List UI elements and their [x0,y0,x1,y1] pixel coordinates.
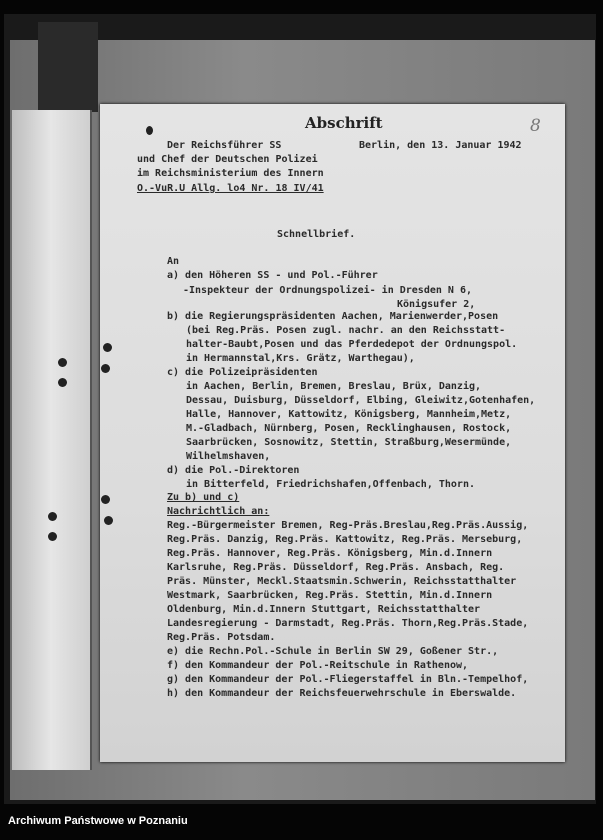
body-line: Präs. Münster, Meckl.Staatsmin.Schwerin, Reichsstatthalter [167,576,517,587]
body-line: (bei Reg.Präs. Posen zugl. nachr. an den Reichsstatt- [186,325,506,336]
binding-hole [58,358,67,367]
body-line: Westmark, Saarbrücken, Reg.Präs. Stettin, Min.d.Innern [167,590,493,601]
body-line: Zu b) und c) [167,492,240,503]
body-line: Nachrichtlich an: [167,506,270,517]
punch-hole [101,495,110,504]
binding-hole [58,378,67,387]
punch-hole [146,126,153,135]
body-line: Halle, Hannover, Kattowitz, Königsberg, Mannheim,Metz, [186,409,512,420]
body-line: An [167,256,180,267]
punch-hole [104,516,113,525]
body-line: in Hermannstal,Krs. Grätz, Warthegau), [186,353,415,364]
page-number: 8 [530,116,541,136]
binding-hole [48,532,57,541]
body-line: in Aachen, Berlin, Bremen, Breslau, Brüx, Danzig, [186,381,482,392]
binding-hole [48,512,57,521]
body-line: Oldenburg, Min.d.Innern Stuttgart, Reichsstatthalter [167,604,481,615]
body-line: h) den Kommandeur der Reichsfeuerwehrschule in Eberswalde. [167,688,517,699]
body-line: b) die Regierungspräsidenten Aachen, Marienwerder,Posen [167,311,499,322]
body-line: Reg.Präs. Potsdam. [167,632,276,643]
sender-line-3: im Reichsministerium des Innern [137,168,324,179]
body-line: Reg.-Bürgermeister Bremen, Reg-Präs.Breslau,Reg.Präs.Aussig, [167,520,529,531]
body-line: Saarbrücken, Sosnowitz, Stettin, Straßburg,Wesermünde, [186,437,512,448]
body-line: a) den Höheren SS - und Pol.-Führer [167,270,378,282]
body-line: Dessau, Duisburg, Düsseldorf, Elbing, Gleiwitz,Gotenhafen, [186,395,536,406]
body-line: g) den Kommandeur der Pol.-Fliegerstaffel in Bln.-Tempelhof, [167,674,529,685]
stamp-title: Abschrift [305,114,383,132]
body-line: Karlsruhe, Reg.Präs. Düsseldorf, Reg.Präs. Ansbach, Reg. [167,562,505,573]
punch-hole [101,364,110,373]
body-line: M.-Gladbach, Nürnberg, Posen, Recklinghausen, Rostock, [186,423,512,434]
body-line: Landesregierung - Darmstadt, Reg.Präs. Thorn,Reg.Präs.Stade, [167,618,529,629]
body-line: Reg.Präs. Danzig, Reg.Präs. Kattowitz, Reg.Präs. Merseburg, [167,534,523,545]
body-line: halter-Baubt,Posen und das Pferdedepot der Ordnungspol. [186,339,518,350]
body-line: c) die Polizeipräsidenten [167,367,318,378]
body-line: d) die Pol.-Direktoren [167,465,300,476]
body-line: f) den Kommandeur der Pol.-Reitschule in Rathenow, [167,660,469,671]
folder-strip [12,110,92,770]
reference-number: O.-VuR.U Allg. lo4 Nr. 18 IV/41 [137,183,324,194]
subject-line: Schnellbrief. [277,229,356,240]
sender-line-2: und Chef der Deutschen Polizei [137,154,318,165]
body-line: Wilhelmshaven, [186,451,271,462]
body-line: Reg.Präs. Hannover, Reg.Präs. Königsberg, Min.d.Innern [167,548,493,559]
body-line: -Inspekteur der Ordnungspolizei- in Dresden N 6, [183,284,472,296]
body-line: in Bitterfeld, Friedrichshafen,Offenbach, Thorn. [186,479,475,490]
archive-credit: Archiwum Państwowe w Poznaniu [8,815,188,827]
punch-hole [103,343,112,352]
body-line: Königsufer 2, [397,298,476,310]
letter-date: Berlin, den 13. Januar 1942 [359,140,522,151]
sender-line-1: Der Reichsführer SS [167,140,282,151]
body-line: e) die Rechn.Pol.-Schule in Berlin SW 29, Goßener Str., [167,646,499,657]
folder-clip [38,22,98,112]
